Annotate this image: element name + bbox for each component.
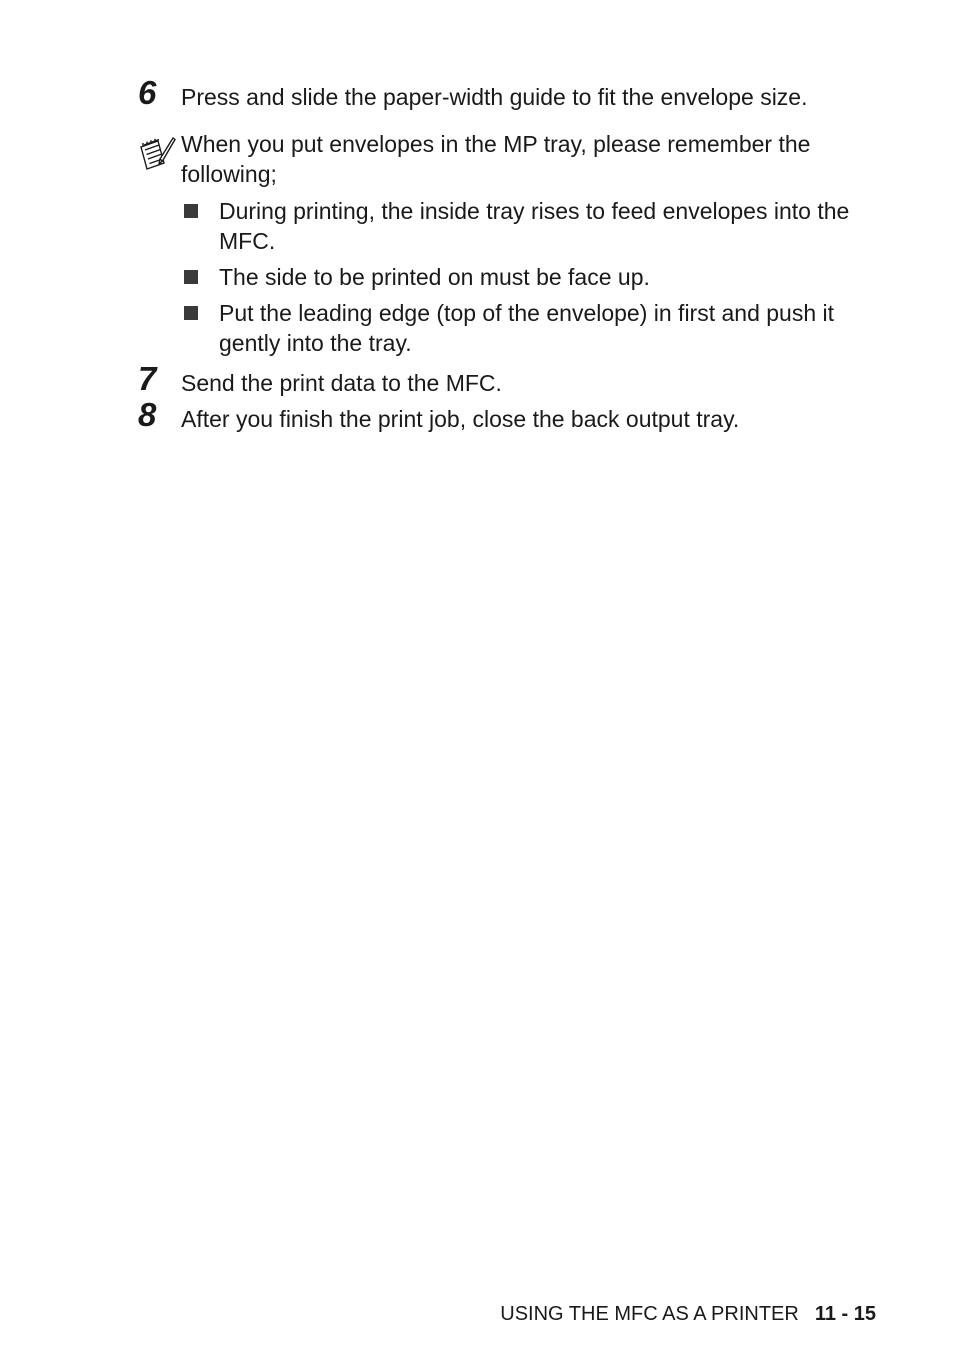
page-footer xyxy=(500,1302,876,1326)
bullet-text: The side to be printed on must be face up. xyxy=(219,264,650,290)
step-text: Press and slide the paper-width guide to fit the envelope size. xyxy=(181,84,808,110)
step-number: 7 xyxy=(138,360,157,397)
step-text: Send the print data to the MFC. xyxy=(181,370,502,396)
square-bullet-icon xyxy=(184,270,198,284)
bullet-text: Put the leading edge (top of the envelope) in first and push it gently into the tray. xyxy=(219,300,835,356)
step-text: After you finish the print job, close the back output tray. xyxy=(181,406,740,432)
note-text: When you put envelopes in the MP tray, please remember the following; xyxy=(181,131,811,187)
note-pad-icon xyxy=(138,135,176,175)
square-bullet-icon xyxy=(184,306,198,320)
note-bullet-list xyxy=(181,196,881,364)
square-bullet-icon xyxy=(184,204,198,218)
footer-page-number: 11 - 15 xyxy=(814,1303,876,1325)
list-item xyxy=(181,298,881,358)
step-number: 8 xyxy=(138,396,157,433)
step-number: 6 xyxy=(138,74,157,111)
list-item xyxy=(181,196,881,256)
bullet-text: During printing, the inside tray rises to feed envelopes into the MFC. xyxy=(219,198,850,254)
footer-section-title: USING THE MFC AS A PRINTER xyxy=(500,1303,799,1325)
list-item xyxy=(181,262,881,292)
